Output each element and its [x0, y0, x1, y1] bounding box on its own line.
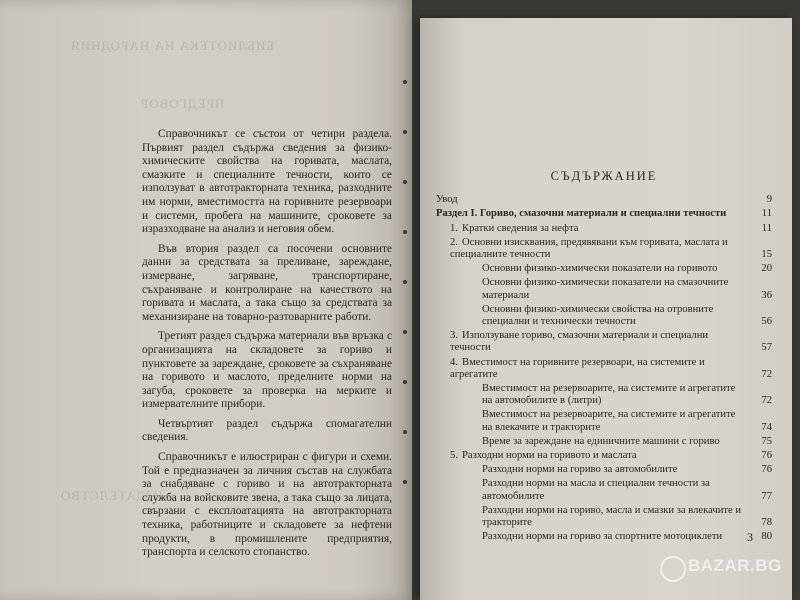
- stitch-hole: [403, 430, 407, 434]
- toc-entry-text: Разходни норми на масла и специални течности за автомобилите: [482, 478, 710, 502]
- page-number: 3: [747, 530, 753, 544]
- toc-entry: [436, 304, 772, 328]
- toc-entry-page: 72: [761, 395, 772, 407]
- toc-entry: [436, 409, 772, 433]
- book-binding: [400, 40, 412, 520]
- stitch-hole: [403, 480, 407, 484]
- bleed-through-text: БИБЛИОТЕКА НА НАРОДНИЯ: [70, 38, 275, 53]
- toc-entry: [436, 436, 772, 448]
- toc-entry: [436, 277, 772, 301]
- toc-entry-text: Основни физико-химически показатели на смазочните материали: [482, 277, 729, 301]
- toc-entry-page: 76: [761, 464, 772, 476]
- toc-entry-text: Основни изисквания, предявявани към горивата, маслата и специалните течности: [450, 236, 728, 261]
- toc-entry: [436, 208, 772, 220]
- toc-entry: [436, 223, 772, 235]
- toc-title: СЪДЪРЖАНИЕ: [550, 169, 658, 183]
- toc-entry-text: Основни физико-химически свойства на отровните специални и технически течности: [482, 303, 714, 328]
- toc-entry-page: 78: [761, 517, 772, 529]
- toc-entry-text: Вместимост на резервоарите, на системите и агрегатите на влекачите и тракторите: [482, 409, 736, 433]
- toc-entry-page: 57: [761, 342, 772, 354]
- toc-entry-text: Кратки сведения за нефта: [462, 222, 579, 234]
- stitch-hole: [403, 80, 407, 84]
- toc-entry-number: 5.: [450, 450, 458, 462]
- watermark-logo-icon: [660, 556, 686, 582]
- stitch-hole: [403, 380, 407, 384]
- toc-entry-text: Основни физико-химически показатели на горивото: [482, 263, 718, 275]
- toc-entry-page: 72: [761, 368, 772, 380]
- toc-entry: [436, 464, 772, 476]
- toc-entry: [436, 531, 772, 543]
- toc-entry-text: Разходни норми на горивото и маслата: [462, 450, 637, 462]
- stitch-hole: [403, 180, 407, 184]
- toc-entry-text: Вместимост на горивните резервоари, на системите и агрегатите: [450, 356, 705, 380]
- paragraph: Справочникът е илюстриран с фигури и схеми. Той е предназначен за личния състав на службата за снабдяване с гориво и на автотракторната служба на войсковите звена, а така също за лицата, свързани с експлоатацията на автотракторната техника, работниците и складовете за нефтени продукти, в промишлените предприятия, транспорта и селското стопанство.: [142, 451, 392, 559]
- toc-list: [436, 194, 772, 543]
- bleed-through-text: ПРЕДГОВОР: [140, 96, 225, 111]
- left-page-body: [142, 128, 392, 566]
- stitch-hole: [403, 230, 407, 234]
- table-of-contents: [436, 170, 772, 545]
- toc-entry: [436, 450, 772, 462]
- stitch-hole: [403, 280, 407, 284]
- toc-entry: [436, 505, 772, 529]
- toc-entry: [436, 478, 772, 502]
- toc-entry-page: 15: [761, 249, 772, 261]
- toc-entry-number: 4.: [450, 356, 458, 368]
- paragraph: Третият раздел съдържа материали във връзка с организацията на складовете за гориво и пунктовете за зареждане, сроковете за съхраняване на горивото и маслото, пределните норми на загуба, сроковете за проверка на мерките и измервателните прибори.: [142, 330, 392, 411]
- paragraph: Справочникът се състои от четири раздела. Първият раздел съдържа сведения за физико-химическите свойства на горивата, маслата, смазките и специалните течности, които се използуват в автотракторната техника, разходните им норми, вместимостта на горивните резервоари и системи, пробега на машините, сроковете за изразходване на анализ и неговия обем.: [142, 128, 392, 236]
- bleed-through-text: ИЗДАТЕЛСТВО: [60, 488, 163, 503]
- toc-entry: [436, 194, 772, 206]
- stitch-hole: [403, 130, 407, 134]
- toc-entry: [436, 330, 772, 354]
- toc-entry-page: 77: [761, 490, 772, 502]
- toc-entry-page: 76: [761, 450, 772, 462]
- toc-entry-text: Раздел I. Гориво, смазочни материали и специални течности: [436, 208, 727, 220]
- toc-entry: [436, 383, 772, 407]
- toc-entry-text: Използуване гориво, смазочни материали и специални течности: [450, 330, 709, 354]
- toc-entry: [436, 357, 772, 381]
- toc-entry-page: 80: [761, 531, 772, 543]
- toc-entry: [436, 237, 772, 261]
- toc-entry-page: 36: [761, 289, 772, 301]
- toc-entry-page: 9: [766, 194, 772, 206]
- paragraph: Във втория раздел са посочени основните данни за средствата за преливане, зареждане, измерване, загряване, транспортиране, съхраняване и контролиране на качеството на горивата и маслата, а така също за средствата за механизиране на товарно-разтоварните работи.: [142, 242, 392, 323]
- paragraph: Четвъртият раздел съдържа спомагателни сведения.: [142, 417, 392, 444]
- toc-entry-number: 2.: [450, 236, 458, 248]
- toc-entry-number: 1.: [450, 222, 458, 234]
- toc-entry-page: 20: [761, 263, 772, 275]
- toc-entry-page: 75: [761, 435, 772, 447]
- toc-entry-text: Разходни норми на гориво за спортните мотоциклети: [482, 531, 723, 543]
- toc-entry-text: Разходни норми на гориво, масла и смазки за влекачите и тракторите: [482, 504, 742, 529]
- toc-entry-text: Вместимост на резервоарите, на системите и агрегатите на автомобилите в (литри): [482, 383, 736, 407]
- toc-entry-page: 56: [761, 316, 772, 328]
- toc-entry: [436, 263, 772, 275]
- toc-entry-text: Разходни норми на гориво за автомобилите: [482, 464, 678, 476]
- toc-entry-number: 3.: [450, 330, 458, 342]
- toc-entry-page: 11: [761, 222, 772, 234]
- watermark: BAZAR.BG: [688, 556, 782, 575]
- toc-entry-text: Време за зареждане на единичните машини с гориво: [482, 435, 720, 447]
- stitch-hole: [403, 330, 407, 334]
- toc-entry-page: 11: [761, 208, 772, 220]
- toc-entry-page: 74: [761, 421, 772, 433]
- toc-entry-text: Увод: [436, 194, 458, 206]
